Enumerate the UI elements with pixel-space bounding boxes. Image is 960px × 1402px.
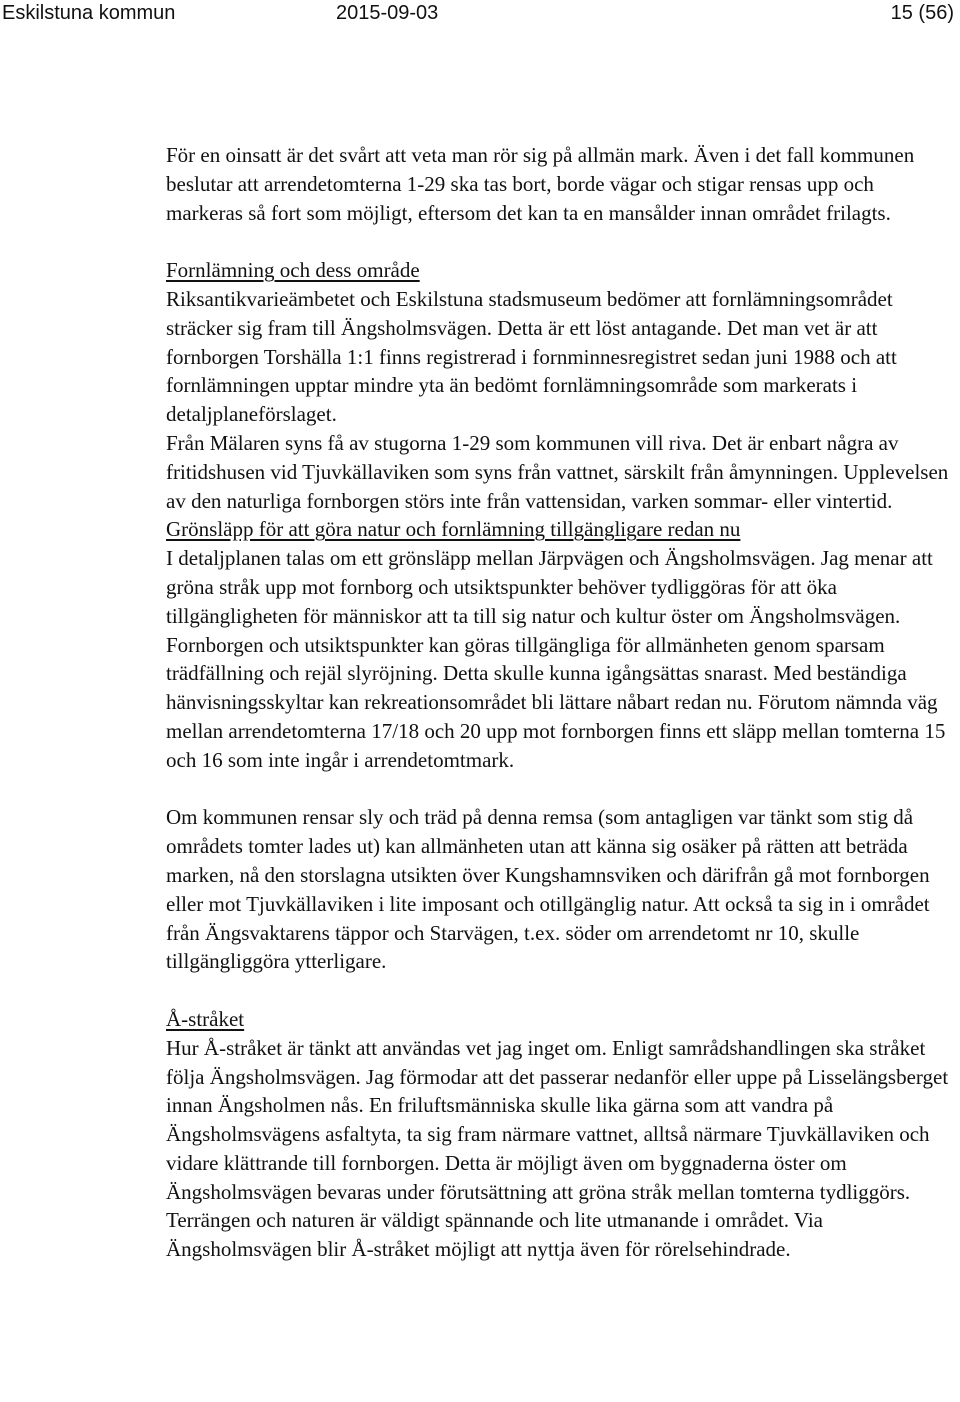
heading-gronslapp-text: Grönsläpp för att göra natur och fornlämning tillgängligare redan nu xyxy=(166,517,741,542)
spacer xyxy=(166,227,956,256)
heading-fornlamning: Fornlämning och dess område xyxy=(166,258,420,283)
paragraph-sly: Om kommunen rensar sly och träd på denna remsa (som antagligen var tänkt som stig då områdets tomter lades ut) kan allmänheten utan att känna sig osäker på rätten att beträda marken, nå den storslagna utsikten över Kungshamnsviken och därifrån gå mot fornborgen eller mot Tjuvkällaviken i lite imposant och otillgänglig natur. Att också ta sig in i området från Ängsvaktarens täppor och Starvägen, t.ex. söder om arrendetomt nr 10, skulle tillgängliggöra ytterligare. xyxy=(166,805,930,974)
heading-gronslapp xyxy=(166,515,956,544)
document-date: 2015-09-03 xyxy=(336,2,439,24)
paragraph-malaren: Från Mälaren syns få av stugorna 1-29 som kommunen vill riva. Det är enbart några av fritidshusen vid Tjuvkällaviken som syns från vattnet, särskilt från åmynningen. Upplevelsen av den naturliga fornborgen störs inte från vattensidan, varken sommar- eller vintertid. xyxy=(166,430,949,513)
spacer xyxy=(166,775,956,804)
heading-a-straket: Å-stråket xyxy=(166,1006,245,1031)
paragraph-gronslapp: I detaljplanen talas om ett grönsläpp mellan Järpvägen och Ängsholmsvägen. Jag menar att gröna stråk upp mot fornborg och utsiktspunkter behöver tydliggöras för att öka tillgängligheten för människor att ta till sig natur och kultur öster om Ängsholmsvägen. Fornborgen och utsiktspunkter kan göras tillgängliga för allmänheten genom sparsam trädfällning och rejäl slyröjning. Detta skulle kunna igångsättas snarast. Med beständiga hänvisningsskyltar kan rekreationsområdet bli lättare nåbart redan nu. Förutom nämnda väg mellan arrendetomterna 17/18 och 20 upp mot fornborgen finns ett släpp mellan tomterna 15 och 16 som inte ingår i arrendetomtmark. xyxy=(166,546,946,772)
organization-name: Eskilstuna kommun xyxy=(2,2,176,24)
paragraph-a-straket: Hur Å-stråket är tänkt att användas vet jag inget om. Enligt samrådshandlingen ska stråket följa Ängsholmsvägen. Jag förmodar att det passerar nedanför eller uppe på Lisselängsberget innan Ängsholmen nås. En friluftsmänniska skulle lika gärna som att vandra på Ängsholmsvägens asfaltyta, ta sig fram närmare vattnet, alltså närmare Tjuvkällaviken och vidare klättrande till fornborgen. Detta är möjligt även om byggnaderna öster om Ängsholmsvägen bevaras under förutsättning att gröna stråk mellan tomterna tydliggörs. Terrängen och naturen är väldigt spännande och lite utmanande i området. Via Ängsholmsvägen blir Å-stråket möjligt att nyttja även för rörelsehindrade. xyxy=(166,1035,949,1262)
document-body xyxy=(166,141,956,1264)
paragraph-fornlamning: Riksantikvarieämbetet och Eskilstuna stadsmuseum bedömer att fornlämningsområdet sträcker sig fram till Ängsholmsvägen. Detta är ett löst antagande. Det man vet är att fornborgen Torshälla 1:1 finns registrerad i fornminnesregistret sedan juni 1988 och att fornlämningen upptar mindre yta än bedömt fornlämningsområde som markerats i detaljplaneförslaget. xyxy=(166,286,897,427)
paragraph-intro: För en oinsatt är det svårt att veta man rör sig på allmän mark. Även i det fall kommunen beslutar att arrendetomterna 1-29 ska tas bort, borde vägar och stigar rensas upp och markeras så fort som möjligt, eftersom det kan ta en mansålder innan området frilagts. xyxy=(166,143,915,225)
spacer xyxy=(166,976,956,1005)
page-number: 15 (56) xyxy=(890,2,954,24)
page-header xyxy=(0,0,960,30)
